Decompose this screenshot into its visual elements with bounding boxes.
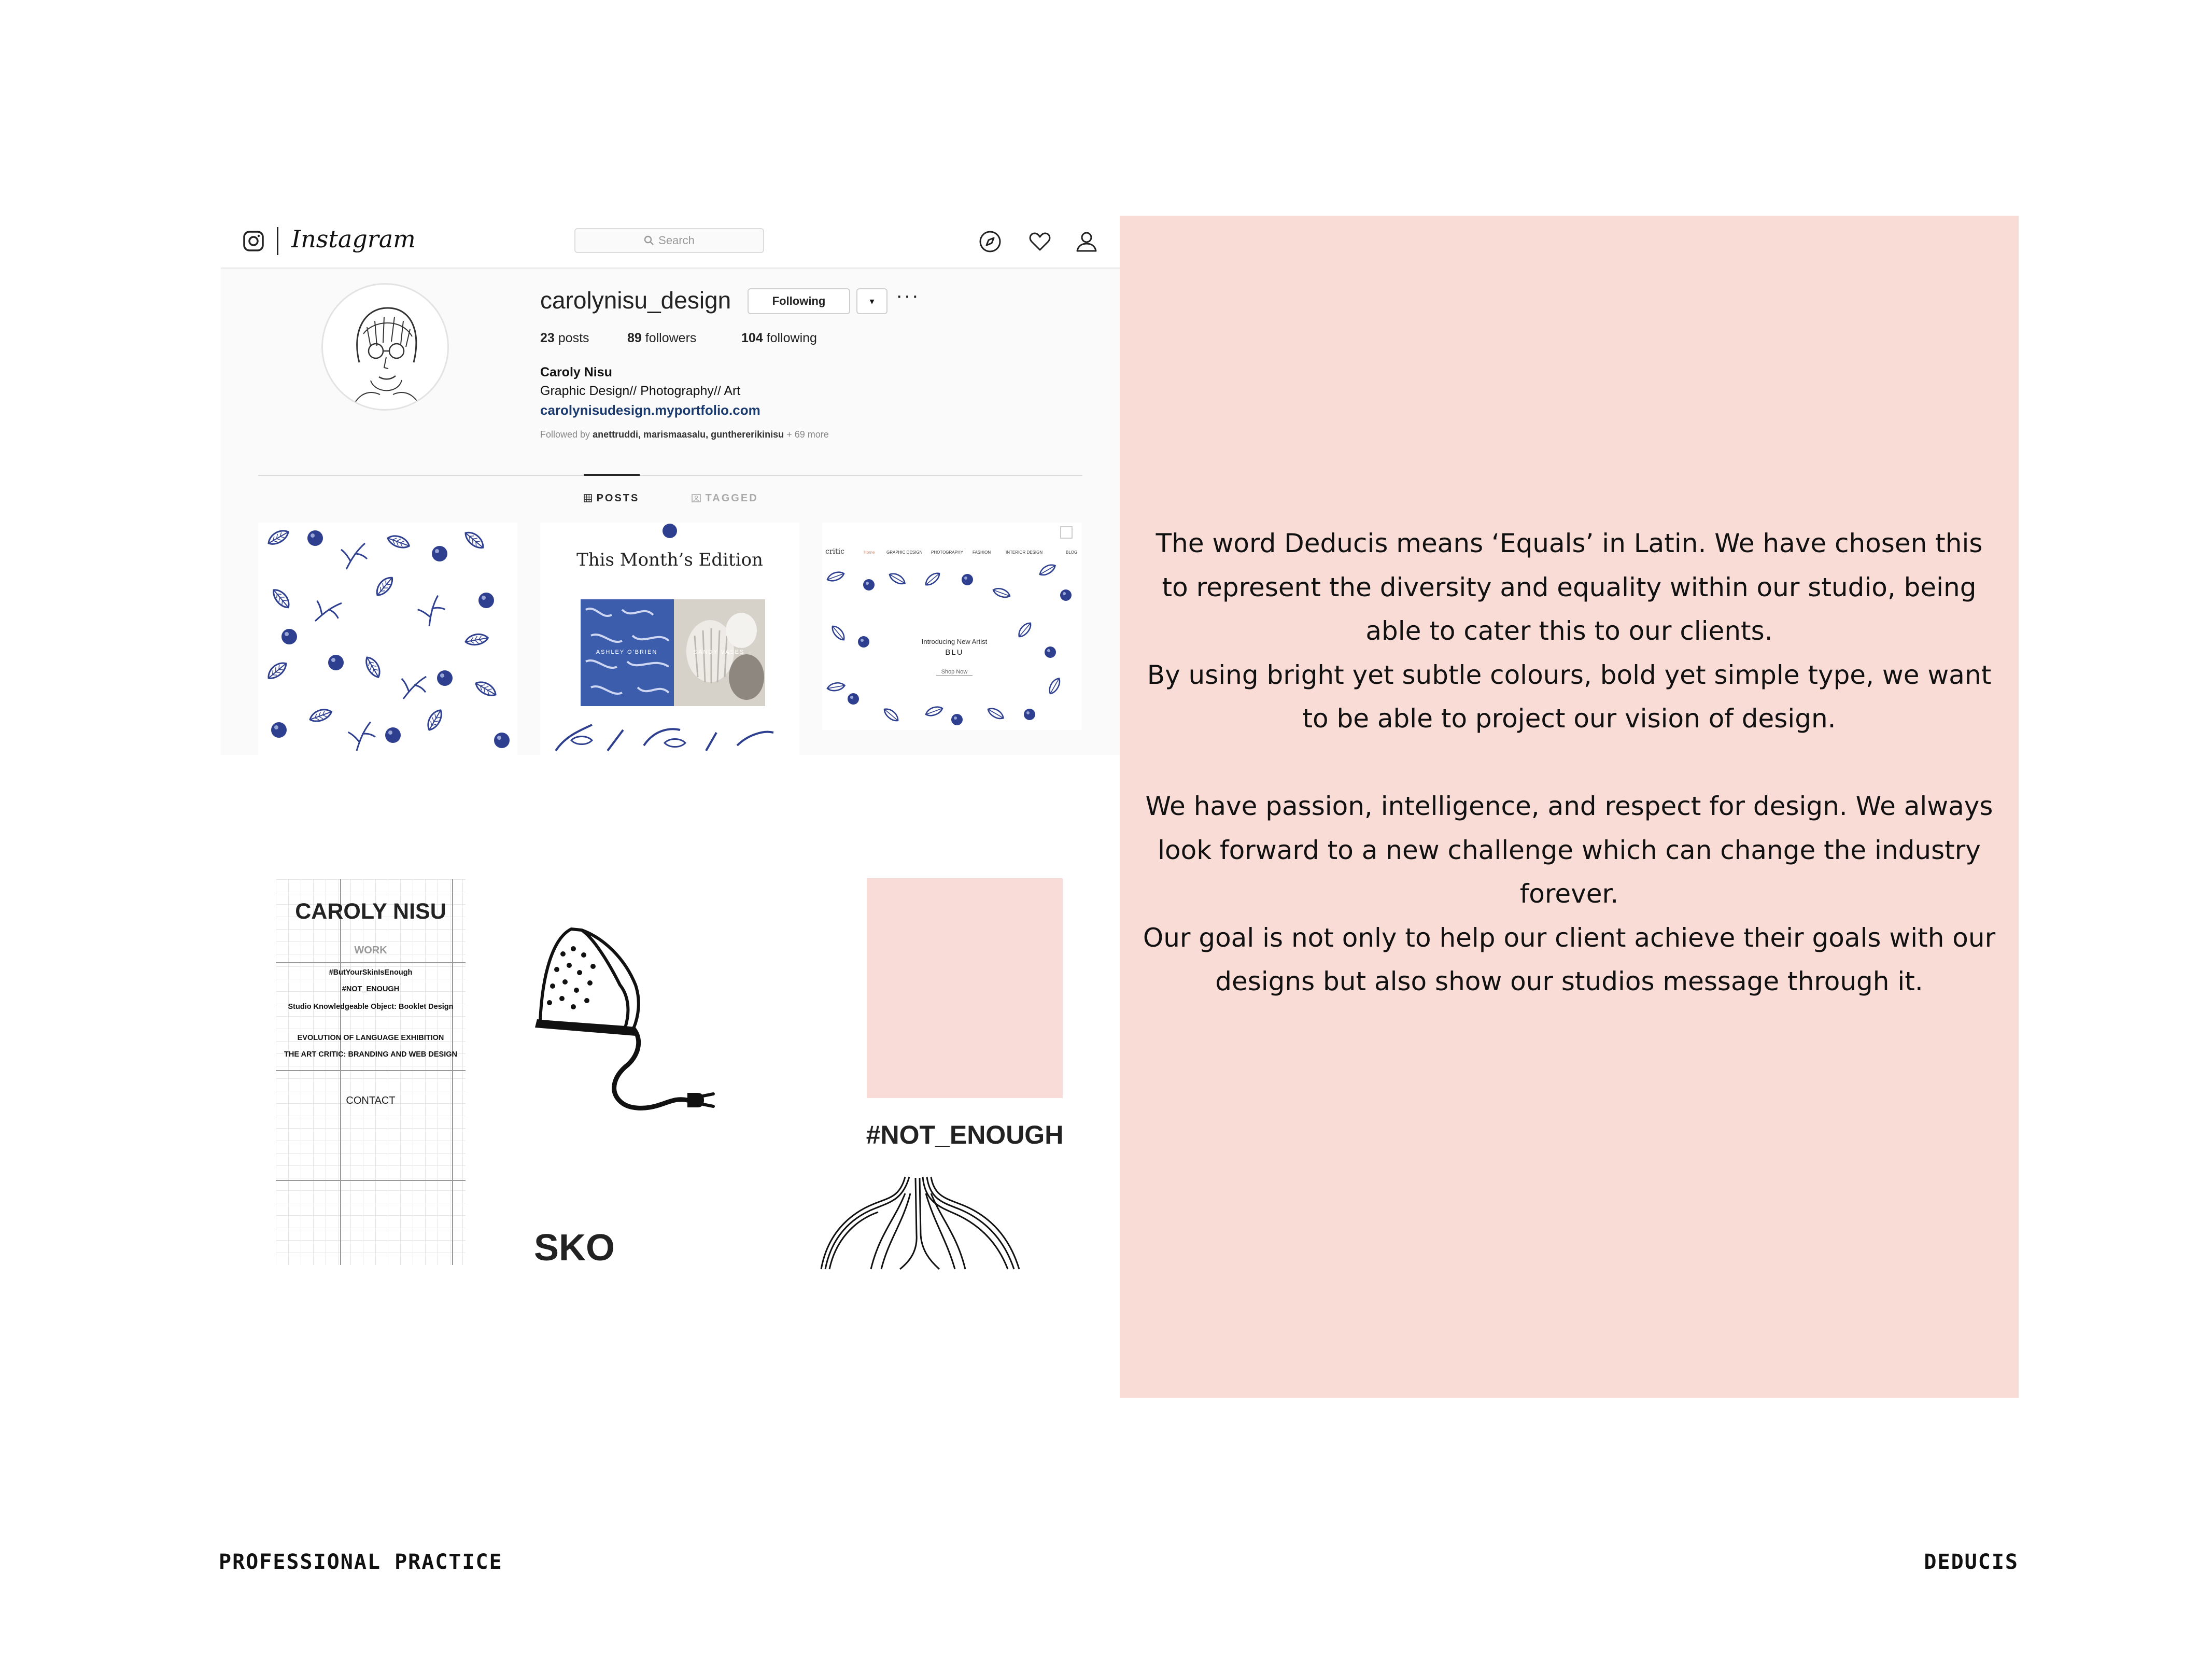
instagram-wordmark: Instagram <box>291 225 416 253</box>
site-contact-label: CONTACT <box>346 1095 396 1106</box>
follow-dropdown-button[interactable] <box>856 288 887 314</box>
profile-divider <box>258 475 1082 476</box>
critic-nav-home: Home <box>864 550 875 555</box>
critic-nav-graphic: GRAPHIC DESIGN <box>886 550 923 555</box>
critic-card-subtitle: Introducing New Artist <box>921 638 988 645</box>
critic-card-button: Shop Now <box>936 669 973 676</box>
critic-nav-photo: PHOTOGRAPHY <box>931 550 964 555</box>
stat-followers[interactable]: 89 followers <box>627 331 697 345</box>
site-work-item: #NOT_ENOUGH <box>342 985 400 993</box>
grid-line <box>452 879 453 1265</box>
active-tab-indicator <box>584 474 640 476</box>
grid-line <box>276 962 466 963</box>
portfolio-site-mockup <box>276 879 466 1265</box>
site-work-item: EVOLUTION OF LANGUAGE EXHIBITION <box>297 1034 444 1042</box>
instagram-camera-icon <box>243 230 264 252</box>
bio-website-link[interactable]: carolynisudesign.myportfolio.com <box>540 402 760 418</box>
tab-posts[interactable]: POSTS <box>584 493 639 504</box>
avatar-illustration <box>323 285 447 409</box>
followed-by-text[interactable]: Followed by anettruddi, marismaasalu, gunthererikinisu + 69 more <box>540 429 829 440</box>
critic-card-title: BLU <box>945 648 964 657</box>
iron-illustration <box>532 918 739 1135</box>
footer-course-label: PROFESSIONAL PRACTICE <box>219 1550 503 1574</box>
critic-site-nav <box>822 547 1081 559</box>
following-button[interactable]: Following <box>748 288 850 314</box>
sko-text: SKO <box>534 1227 615 1269</box>
critic-nav-blog: BLOG <box>1066 550 1078 555</box>
edition-caption-left: ASHLEY O'BRIEN <box>596 649 658 655</box>
edition-caption-right: SANDY VASES <box>693 649 745 655</box>
instagram-topbar <box>221 216 1120 269</box>
search-icon <box>644 235 654 246</box>
search-placeholder: Search <box>658 234 695 247</box>
instagram-screenshot <box>221 216 1120 755</box>
avatar[interactable] <box>321 283 449 411</box>
stat-following[interactable]: 104 following <box>741 331 817 345</box>
statement-text <box>1140 522 1998 1004</box>
bio-name: Caroly Nisu <box>540 365 612 379</box>
logo-divider <box>277 227 278 255</box>
site-work-item: Studio Knowledgeable Object: Booklet Design <box>288 1003 454 1011</box>
statement-paragraph: The word Deducis means ‘Equals’ in Latin. We have chosen this to represent the diversity and equality within our studio, being able to cater this to our clients. <box>1156 528 1983 646</box>
grid-line <box>276 1180 466 1181</box>
stat-posts: 23 posts <box>540 331 589 345</box>
site-work-item: THE ART CRITIC: BRANDING AND WEB DESIGN <box>284 1050 458 1059</box>
explore-compass-icon[interactable] <box>978 229 1003 254</box>
site-title: CAROLY NISU <box>295 899 446 924</box>
post-thumbnail-critic[interactable] <box>822 523 1081 755</box>
tab-tagged[interactable]: TAGGED <box>692 493 758 504</box>
post-thumbnail-berries[interactable] <box>258 523 517 755</box>
pink-campaign-square <box>867 878 1063 1098</box>
berry-pattern-illustration <box>258 523 517 755</box>
search-input[interactable] <box>574 228 764 253</box>
critic-logo: critic <box>825 547 844 556</box>
profile-user-icon[interactable] <box>1074 229 1099 254</box>
not-enough-hashtag: #NOT_ENOUGH <box>866 1120 1064 1149</box>
critic-nav-fashion: FASHION <box>973 550 991 555</box>
edition-title: This Month’s Edition <box>576 550 763 570</box>
chevron-down-icon: ▾ <box>869 296 875 306</box>
tagged-icon <box>692 494 701 502</box>
grid-line <box>276 1070 466 1071</box>
more-options-icon[interactable]: ··· <box>896 284 920 307</box>
statement-paragraph: We have passion, intelligence, and respect for design. We always look forward to a new challenge which can change the industry forever. <box>1145 791 1993 909</box>
roots-illustration <box>817 1173 1032 1271</box>
site-work-label: WORK <box>354 945 387 956</box>
site-work-item: #ButYourSkinIsEnough <box>329 968 413 977</box>
grid-icon <box>584 494 592 502</box>
statement-paragraph: Our goal is not only to help our client achieve their goals with our designs but also show our studios message through it. <box>1143 922 1996 996</box>
statement-paragraph: By using bright yet subtle colours, bold yet simple type, we want to be able to project our vision of design. <box>1147 659 1992 734</box>
bio-description: Graphic Design// Photography// Art <box>540 384 741 398</box>
post-thumbnail-edition[interactable] <box>540 523 799 755</box>
profile-username: carolynisu_design <box>540 287 731 314</box>
footer-brand-label: DEDUCIS <box>1924 1550 2019 1574</box>
paragraph-gap <box>1140 741 1998 785</box>
heart-icon[interactable] <box>1027 229 1052 254</box>
grid-line <box>340 879 341 1265</box>
critic-nav-interior: INTERIOR DESIGN <box>1006 550 1043 555</box>
critic-feature-card <box>900 627 1009 698</box>
